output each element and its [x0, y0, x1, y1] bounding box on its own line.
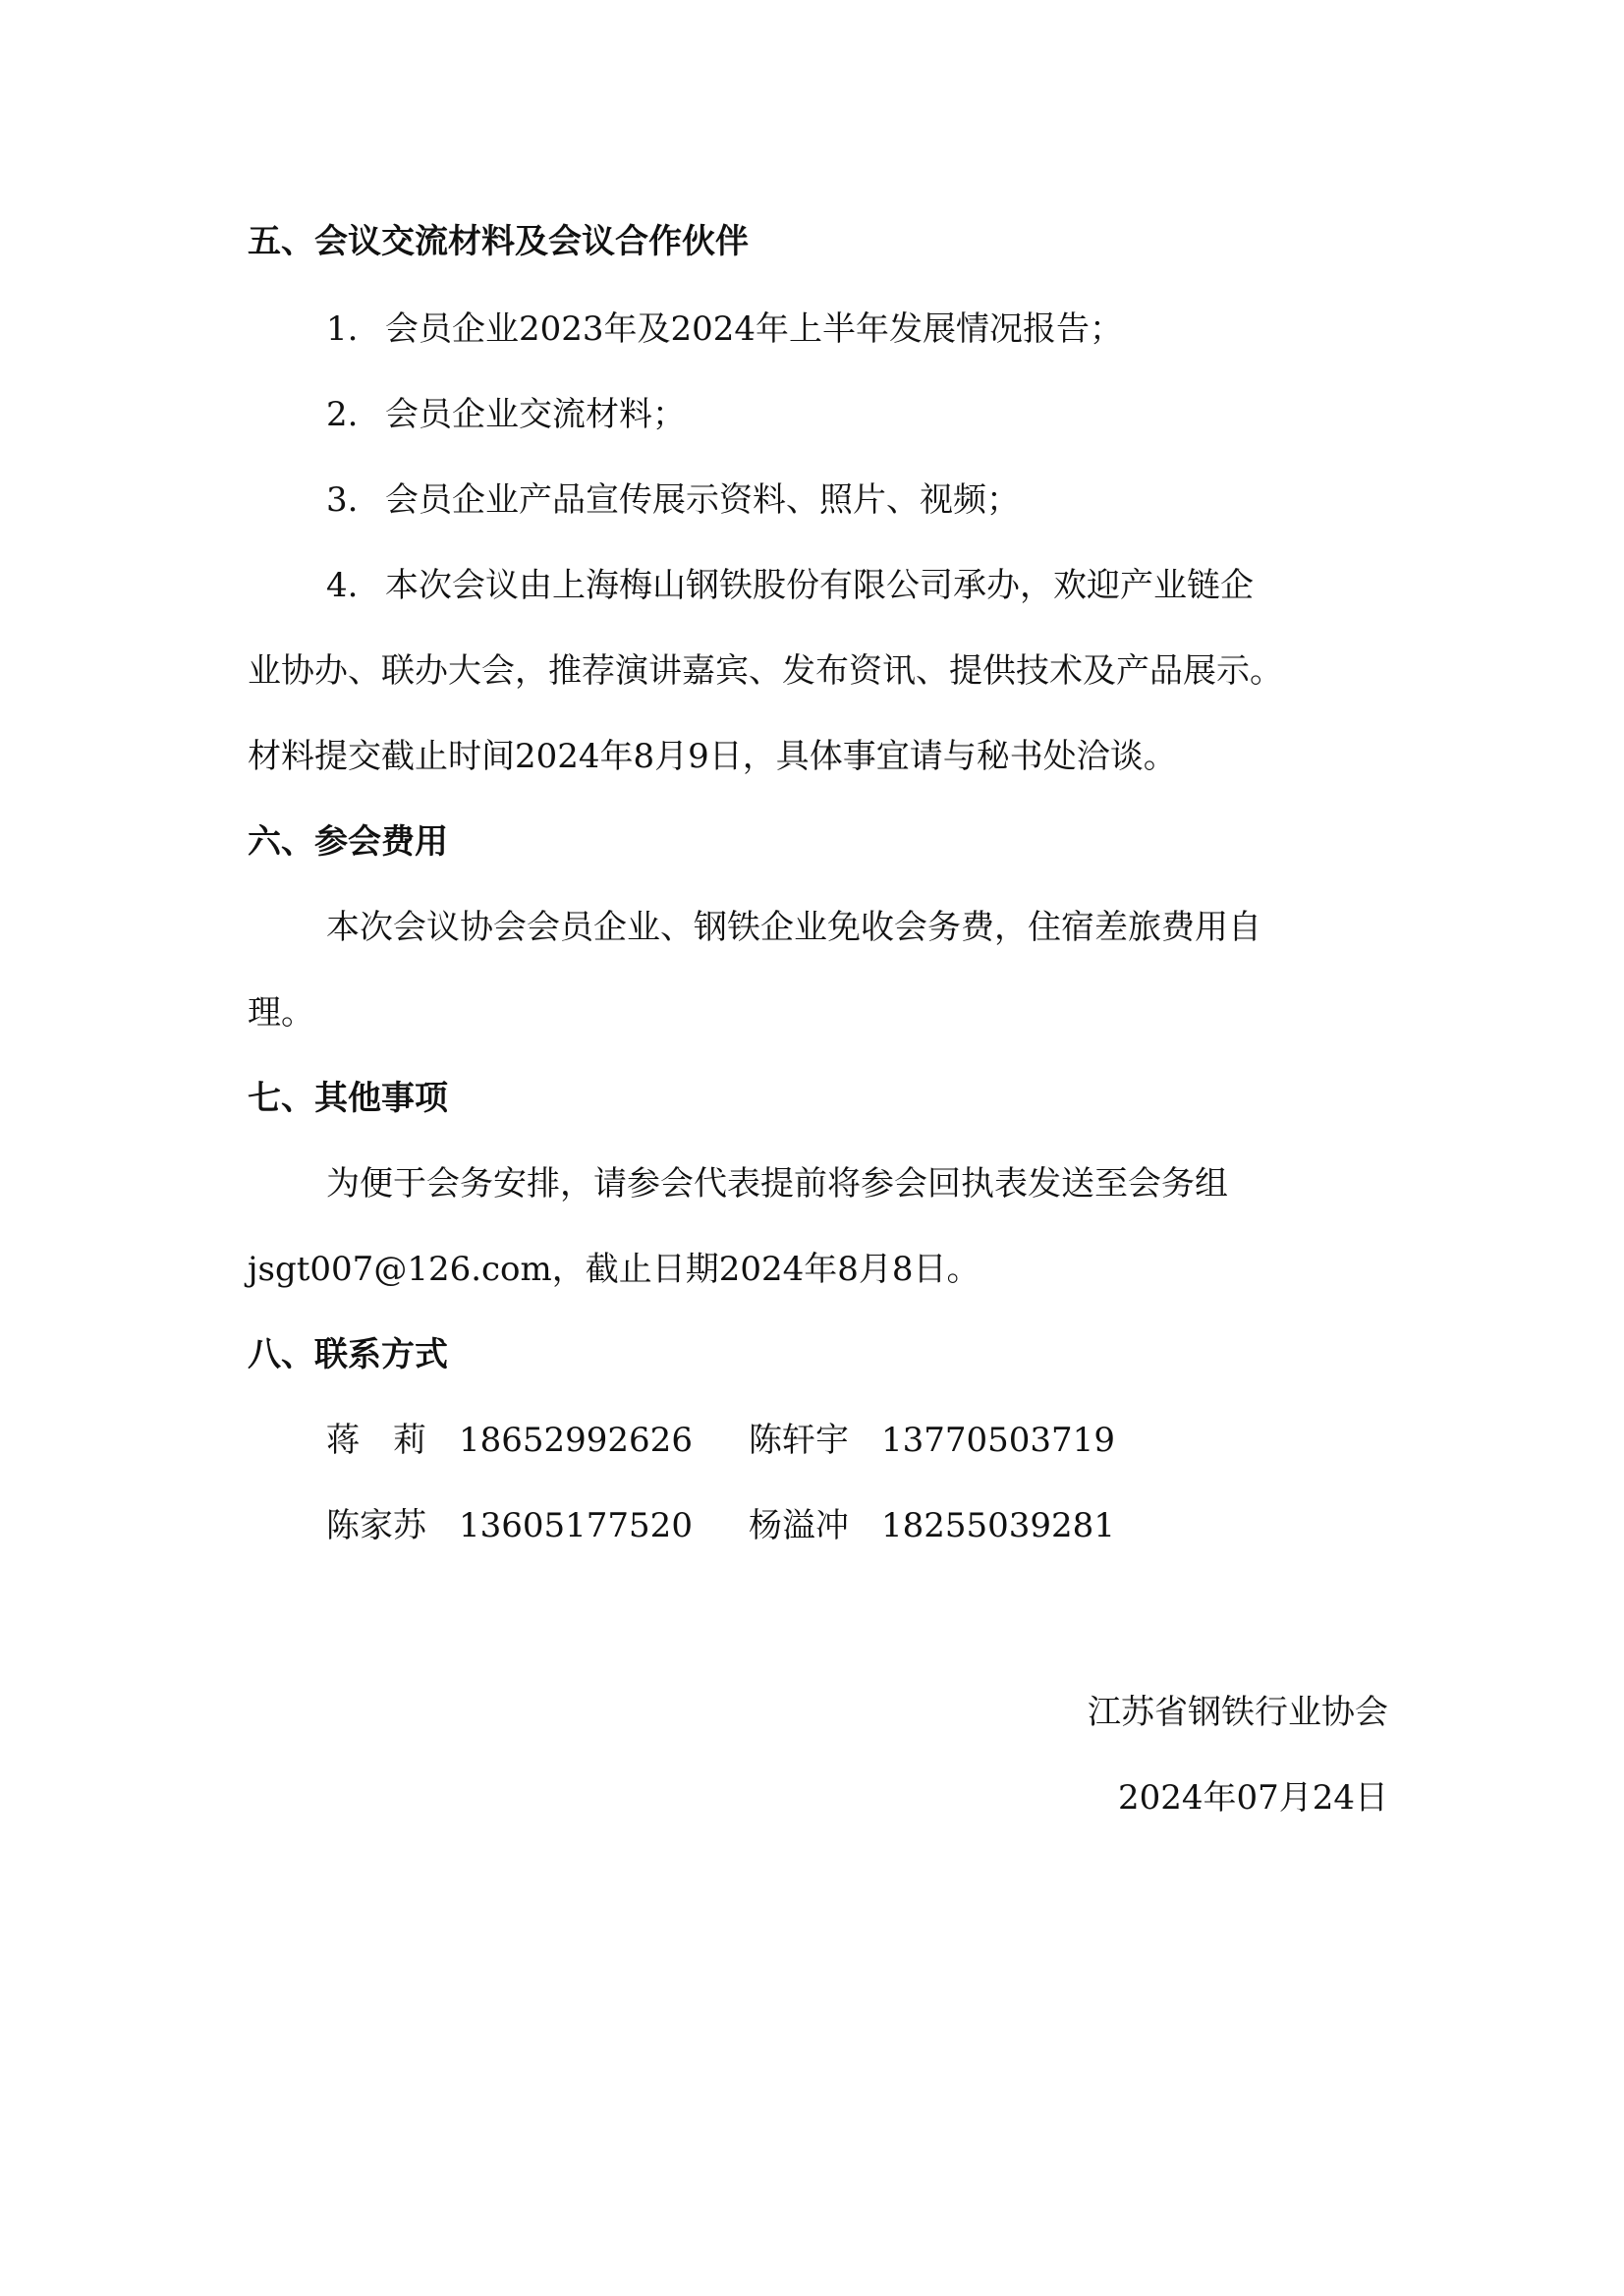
section-7-heading: 七、其他事项	[248, 1079, 448, 1118]
contact-phone: 13605177520	[459, 1506, 693, 1545]
list-item	[326, 395, 686, 434]
signature-organization: 江苏省钢铁行业协会	[1088, 1693, 1388, 1732]
contact-phone: 18255039281	[881, 1506, 1115, 1545]
paragraph-line: 理。	[248, 993, 314, 1033]
section-6-heading: 六、参会费用	[248, 822, 448, 862]
paragraph-line: 为便于会务安排，请参会代表提前将参会回执表发送至会务组	[326, 1164, 1228, 1204]
contact-name: 杨溢冲	[749, 1506, 849, 1545]
contact-name: 陈家苏	[326, 1506, 426, 1545]
contact-phone: 18652992626	[459, 1421, 693, 1460]
list-item-number: 4.	[326, 566, 359, 605]
section-5-heading: 五、会议交流材料及会议合作伙伴	[248, 222, 749, 261]
contact-name: 蒋 莉	[326, 1421, 426, 1460]
paragraph-line: 业协办、联办大会，推荐演讲嘉宾、发布资讯、提供技术及产品展示。	[248, 651, 1283, 691]
list-item-text: 会员企业产品宣传展示资料、照片、视频；	[385, 480, 1020, 520]
contact-name: 陈轩宇	[749, 1421, 849, 1460]
signature-date: 2024年07月24日	[1117, 1778, 1388, 1818]
section-8-heading: 八、联系方式	[248, 1335, 448, 1374]
list-item-number: 3.	[326, 480, 359, 520]
list-item	[326, 566, 1254, 605]
paragraph-line: 本次会议协会会员企业、钢铁企业免收会务费，住宿差旅费用自	[326, 908, 1261, 947]
paragraph-line: 材料提交截止时间2024年8月9日，具体事宜请与秘书处洽谈。	[248, 737, 1177, 776]
list-item-text: 本次会议由上海梅山钢铁股份有限公司承办，欢迎产业链企	[385, 566, 1254, 605]
contact-phone: 13770503719	[881, 1421, 1115, 1460]
list-item	[326, 480, 1020, 520]
list-item-number: 2.	[326, 395, 359, 434]
paragraph-line: jsgt007@126.com，截止日期2024年8月8日。	[248, 1250, 980, 1289]
list-item	[326, 309, 1123, 349]
list-item-text: 会员企业交流材料；	[385, 395, 686, 434]
list-item-text: 会员企业2023年及2024年上半年发展情况报告；	[385, 309, 1124, 349]
list-item-number: 1.	[326, 309, 359, 349]
